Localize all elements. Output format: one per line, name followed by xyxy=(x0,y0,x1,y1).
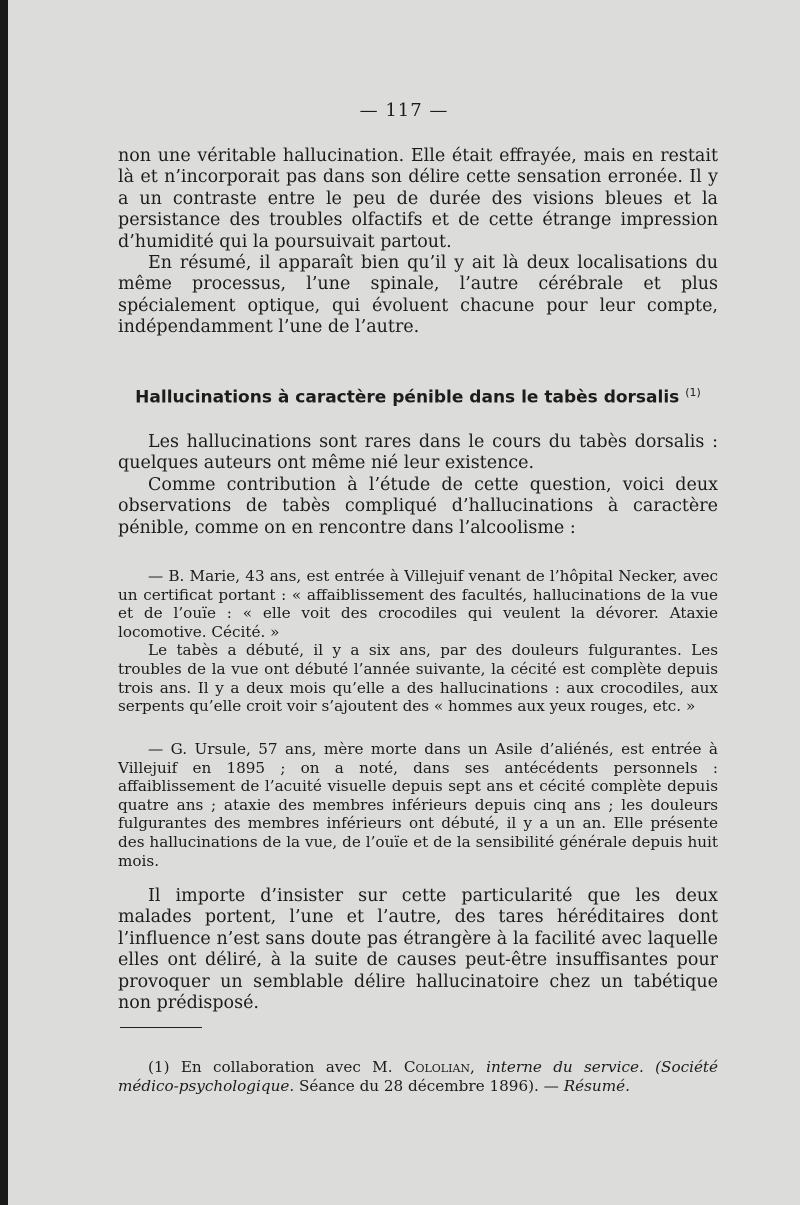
section-heading-text: Hallucinations à caractère pénible dans le tabès dorsalis xyxy=(135,387,680,408)
footnote-session: Séance du 28 décembre 1896). — xyxy=(299,1076,559,1095)
paragraph-rarity: Les hallucinations sont rares dans le cours du tabès dorsalis : quelques auteurs ont même nié leur existence. xyxy=(118,432,718,474)
paragraph-contribution: Comme contribution à l’étude de cette question, voici deux observations de tabès compliqué d’hallucinations à caractère pénible, comme on en rencontre dans l’alcoolisme : xyxy=(118,474,718,538)
page-number: — 117 — xyxy=(359,100,449,121)
footnote-summary: Résumé. xyxy=(563,1076,630,1095)
observation-one xyxy=(118,567,718,716)
intro-section xyxy=(118,432,718,539)
observation-one-case: — B. Marie, 43 ans, est entrée à Villejuif venant de l’hôpital Necker, avec un certificat portant : « affaiblissement des facultés, hallucinations de la vue et de l’ouïe : « elle voit des crocodiles qui veulent la dévorer. Ataxie locomotive. Cécité. » xyxy=(118,567,718,641)
footnote xyxy=(118,1058,718,1095)
footnote-journal: (Société médico-psychologique. xyxy=(118,1058,719,1095)
footnote-divider xyxy=(120,1027,202,1028)
conclusion-section xyxy=(118,886,718,1014)
paragraph-conclusion: Il importe d’insister sur cette particularité que les deux malades portent, l’une et l’autre, des tares héréditaires dont l’influence n’est sans doute pas étrangère à la facilité avec laquelle elles ont déliré, à la suite de causes peut-être insuffisantes pour provoquer un semblable délire hallucinatoire chez un tabétique non prédisposé. xyxy=(118,886,718,1014)
opening-section xyxy=(118,146,718,339)
document-page xyxy=(8,0,800,1205)
footnote-role: interne du service. xyxy=(486,1058,644,1076)
observation-one-history: Le tabès a débuté, il y a six ans, par des douleurs fulgurantes. Les troubles de la vue ont débuté l’année suivante, la cécité est complète depuis trois ans. Il y a deux mois qu’elle a des hallucinations : aux crocodiles, aux serpents qu’elle croit voir s’ajoutent des « hommes aux yeux rouges, etc. » xyxy=(118,641,718,716)
footnote-mark: (1) xyxy=(148,1058,170,1076)
paragraph-continuation: non une véritable hallucination. Elle était effrayée, mais en restait là et n’incorporait pas dans son délire cette sensation erronée. Il y a un contraste entre le peu de durée des visions bleues et la persistance des troubles olfactifs et de cette étrange impression d’humidité qui la poursuivait partout. xyxy=(118,146,718,252)
paragraph-resume: En résumé, il apparaît bien qu’il y ait là deux localisations du même processus, l’une spinale, l’autre cérébrale et plus spécialement optique, qui évoluent chacune pour leur compte, indépendamment l’une de l’autre. xyxy=(118,253,718,338)
observation-two xyxy=(118,740,718,870)
footnote-pre: En collaboration avec M. xyxy=(180,1058,393,1076)
footnote-author: Cololian, xyxy=(403,1058,475,1076)
section-heading xyxy=(118,386,718,408)
observation-two-case: — G. Ursule, 57 ans, mère morte dans un Asile d’aliénés, est entrée à Villejuif en 1895 ; on a noté, dans ses antécédents personnels : affaiblissement de l’acuité visuelle depuis sept ans et cécité complète depuis quatre ans ; ataxie des membres inférieurs depuis cinq ans ; les douleurs fulgurantes des membres inférieurs ont débuté, il y a un an. Elle présente des hallucinations de la vue, de l’ouïe et de la sensibilité générale depuis huit mois. xyxy=(118,740,718,870)
footnote-reference: (1) xyxy=(685,386,701,399)
